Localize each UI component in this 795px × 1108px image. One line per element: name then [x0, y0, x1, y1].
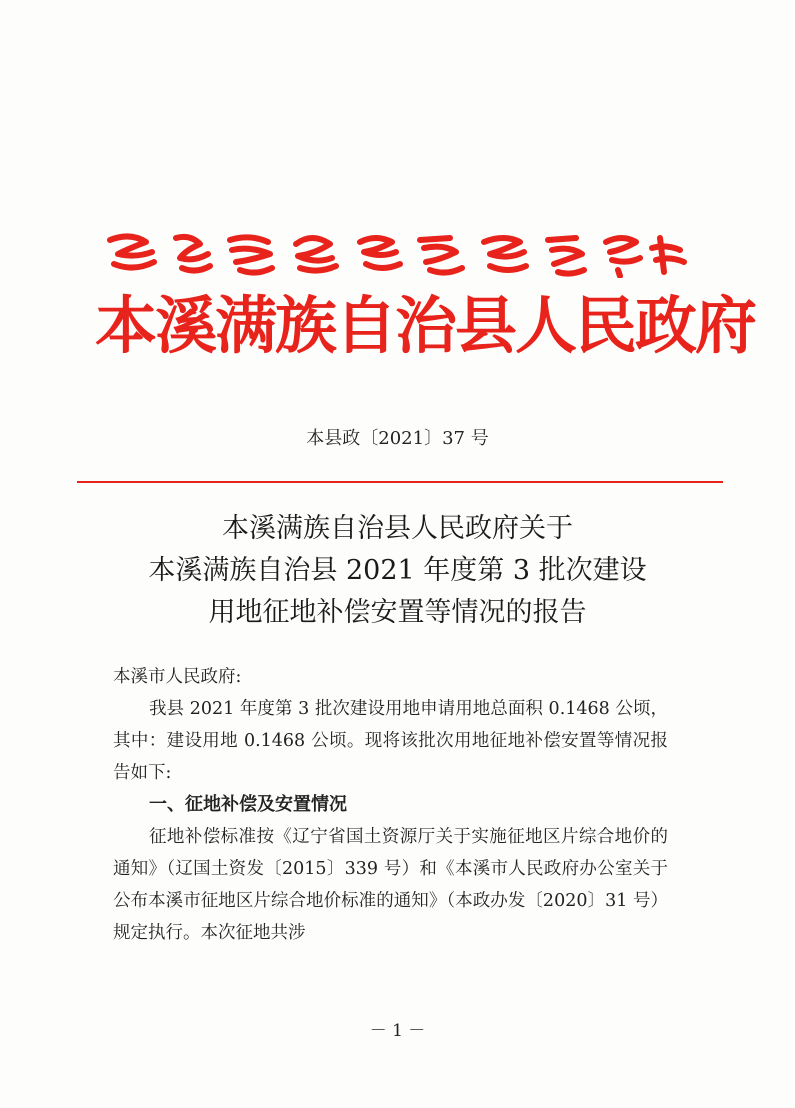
page-number: － 1 －: [369, 1021, 426, 1041]
document-number: 本县政〔2021〕37 号: [306, 428, 489, 449]
manchu-script-heading: [100, 228, 690, 278]
document-body: [113, 661, 668, 949]
issuer-name: 本溪满族自治县人民政府: [95, 289, 756, 362]
paragraph-1: 我县 2021 年度第 3 批次建设用地申请用地总面积 0.1468 公顷，其中：建设用地 0.1468 公顷。现将该批次用地征地补偿安置等情况报告如下:: [113, 699, 668, 783]
paragraph-2: 征地补偿标准按《辽宁省国土资源厅关于实施征地区片综合地价的通知》（辽国土资发〔2015〕339 号）和《本溪市人民政府办公室关于公布本溪市征地区片综合地价标准的通知》（本政办发〔2020〕31 号）规定执行。本次征地共涉: [113, 827, 668, 943]
salutation: 本溪市人民政府:: [113, 667, 242, 687]
red-separator-line: [77, 481, 723, 483]
title-line-1: 本溪满族自治县人民政府关于: [222, 513, 573, 544]
document-title: [0, 508, 795, 634]
manchu-script-graphic: [100, 228, 690, 278]
title-line-2: 本溪满族自治县 2021 年度第 3 批次建设: [148, 555, 647, 586]
title-line-3: 用地征地补偿安置等情况的报告: [208, 597, 587, 628]
section-heading-1: 一、征地补偿及安置情况: [149, 794, 347, 815]
